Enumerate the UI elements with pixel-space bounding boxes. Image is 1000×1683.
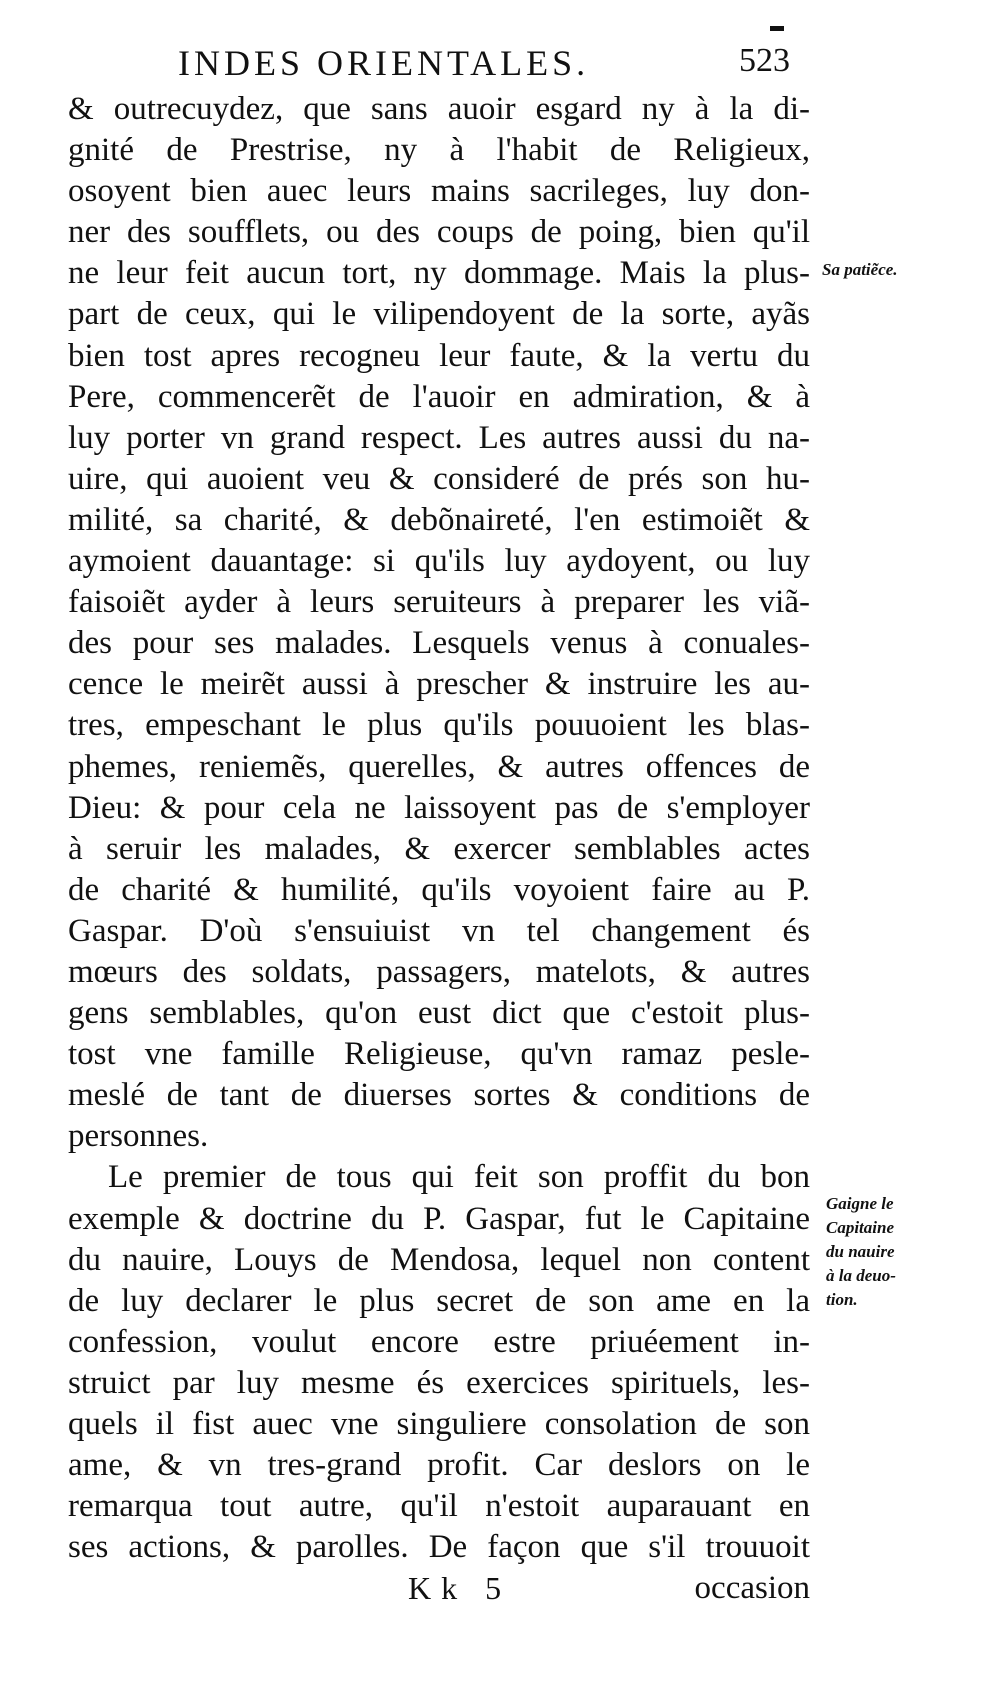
text-line: tost vne famille Religieuse, qu'vn ramaz pesle- <box>68 1036 810 1073</box>
margin-note-line: Gaigne le <box>826 1194 894 1213</box>
margin-note-line: tion. <box>826 1290 858 1309</box>
text-line: struict par luy mesme és exercices spirituels, les- <box>68 1364 810 1401</box>
text-line: Dieu: & pour cela ne laissoyent pas de s'employer <box>68 789 810 826</box>
text-line: bien tost apres recogneu leur faute, & la vertu du <box>68 337 810 374</box>
text-line: Pere, commencerẽt de l'auoir en admiration, & à <box>68 378 810 415</box>
text-line: luy porter vn grand respect. Les autres aussi du na- <box>68 419 810 456</box>
text-line: milité, sa charité, & debõnaireté, l'en estimoiẽt & <box>68 501 810 538</box>
running-head <box>170 40 790 92</box>
text-line: exemple & doctrine du P. Gaspar, fut le Capitaine <box>68 1200 810 1237</box>
text-line: de luy declarer le plus secret de son ame en la <box>68 1282 810 1319</box>
text-line: aymoient dauantage: si qu'ils luy aydoyent, ou luy <box>68 543 810 580</box>
margin-note-line: du nauire <box>826 1242 895 1261</box>
signature-mark: Kk 5 <box>408 1570 512 1606</box>
text-line: gnité de Prestrise, ny à l'habit de Religieux, <box>68 132 810 169</box>
text-line: uire, qui auoient veu & consideré de prés son hu- <box>68 460 810 497</box>
catchword: occasion <box>694 1570 810 1606</box>
page-footer <box>68 1570 810 1614</box>
margin-note-patience: Sa patiẽce. <box>822 260 898 279</box>
text-line: ner des soufflets, ou des coups de poing, bien qu'il <box>68 214 810 251</box>
paragraph-start-line: Le premier de tous qui feit son proffit du bon <box>108 1159 810 1196</box>
text-line: meslé de tant de diuerses sortes & conditions de <box>68 1077 810 1114</box>
paragraph-end-line: personnes. <box>68 1118 209 1155</box>
text-line: quels il fist auec vne singuliere consolation de son <box>68 1406 810 1442</box>
text-line: ses actions, & parolles. De façon que s'il trouuoit <box>68 1529 810 1566</box>
text-line: des pour ses malades. Lesquels venus à conuales- <box>68 625 810 662</box>
text-line: ne leur feit aucun tort, ny dommage. Mais la plus- <box>68 255 810 292</box>
running-title: INDES ORIENTALES. <box>178 43 590 83</box>
printer-mark <box>770 26 784 31</box>
page-number: 523 <box>739 42 790 79</box>
text-line: phemes, reniemẽs, querelles, & autres offences de <box>68 748 810 785</box>
text-line: remarqua tout autre, qu'il n'estoit auparauant en <box>68 1488 810 1525</box>
text-line: du nauire, Louys de Mendosa, lequel non content <box>68 1241 810 1278</box>
text-line: ame, & vn tres-grand profit. Car deslors on le <box>68 1447 810 1484</box>
text-line: osoyent bien auec leurs mains sacrileges, luy don- <box>68 173 810 210</box>
text-line: à seruir les malades, & exercer semblables actes <box>68 830 810 867</box>
text-line: gens semblables, qu'on eust dict que c'estoit plus- <box>68 995 810 1032</box>
text-line: & outrecuydez, que sans auoir esgard ny à la di- <box>68 91 810 127</box>
text-line: tres, empeschant le plus qu'ils pouuoient les blas- <box>68 707 810 744</box>
margin-note-line: à la deuo- <box>826 1266 896 1285</box>
text-line: cence le meirẽt aussi à prescher & instruire les au- <box>68 666 810 703</box>
text-line: part de ceux, qui le vilipendoyent de la sorte, ayãs <box>68 296 810 333</box>
body-text <box>68 89 810 1568</box>
margin-note-line: Capitaine <box>826 1218 895 1237</box>
text-line: mœurs des soldats, passagers, matelots, & autres <box>68 953 810 990</box>
margin-note-capitaine <box>826 1192 976 1312</box>
text-line: confession, voulut encore estre priuéement in- <box>68 1323 810 1360</box>
text-line: de charité & humilité, qu'ils voyoient faire au P. <box>68 871 810 908</box>
text-line: Gaspar. D'où s'ensuiuist vn tel changement és <box>68 912 810 949</box>
text-line: faisoiẽt ayder à leurs seruiteurs à preparer les viã- <box>68 584 810 621</box>
